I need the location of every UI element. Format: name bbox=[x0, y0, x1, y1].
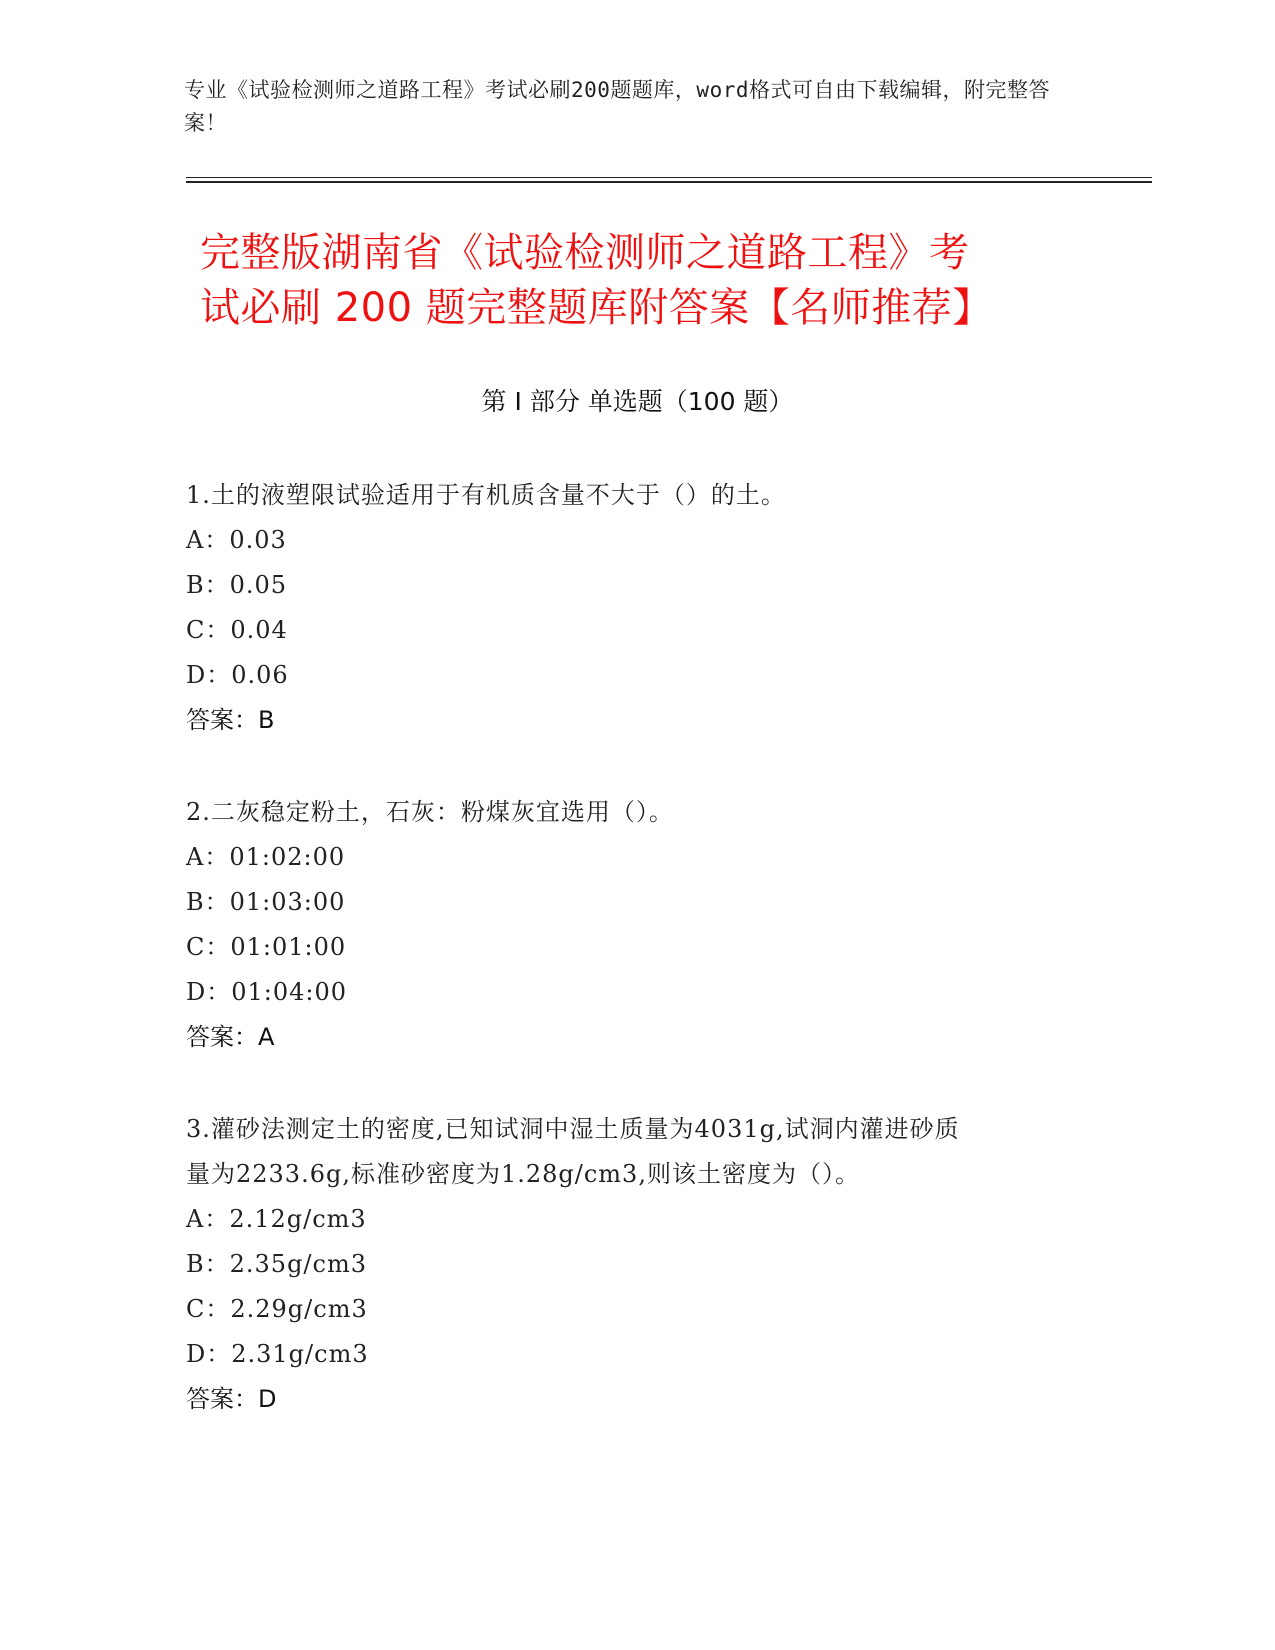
document-title-line-2: 试必刷 200 题完整题库附答案【名师推荐】 bbox=[200, 285, 993, 331]
answer: 答案：B bbox=[186, 706, 275, 734]
question-stem: 1.土的液塑限试验适用于有机质含量不大于（）的土。 bbox=[186, 481, 786, 509]
question-stem: 2.二灰稳定粉土，石灰：粉煤灰宜选用（）。 bbox=[186, 798, 674, 826]
option-b: B：0.05 bbox=[186, 571, 288, 599]
option-c: C：2.29g/cm3 bbox=[186, 1295, 368, 1323]
question-stem-line-2: 量为2233.6g,标准砂密度为1.28g/cm3,则该土密度为（）。 bbox=[186, 1160, 860, 1188]
option-a: A：2.12g/cm3 bbox=[186, 1205, 367, 1233]
option-d: D：0.06 bbox=[186, 661, 289, 689]
answer: 答案：A bbox=[186, 1023, 275, 1051]
option-d: D：2.31g/cm3 bbox=[186, 1340, 369, 1368]
option-d: D：01:04:00 bbox=[186, 978, 348, 1006]
question-1 bbox=[186, 473, 1086, 743]
section-title: 第 I 部分 单选题（100 题） bbox=[481, 387, 794, 416]
header-divider-thick bbox=[186, 181, 1152, 183]
option-b: B：01:03:00 bbox=[186, 888, 346, 916]
question-3 bbox=[186, 1107, 1086, 1422]
question-stem-line-1: 3.灌砂法测定土的密度,已知试洞中湿土质量为4031g,试洞内灌进砂质 bbox=[186, 1115, 960, 1143]
option-a: A：0.03 bbox=[186, 526, 287, 554]
option-a: A：01:02:00 bbox=[186, 843, 346, 871]
header-note: 专业《试验检测师之道路工程》考试必刷200题题库，word格式可自由下载编辑，附完整答案！ bbox=[184, 78, 1050, 135]
option-c: C：0.04 bbox=[186, 616, 288, 644]
option-b: B：2.35g/cm3 bbox=[186, 1250, 367, 1278]
option-c: C：01:01:00 bbox=[186, 933, 347, 961]
question-2 bbox=[186, 790, 1086, 1060]
document-title bbox=[200, 226, 1080, 336]
question-list bbox=[186, 473, 1086, 1469]
header-divider-thin bbox=[186, 177, 1152, 178]
answer: 答案：D bbox=[186, 1385, 277, 1413]
document-title-line-1: 完整版湖南省《试验检测师之道路工程》考 bbox=[200, 230, 970, 276]
